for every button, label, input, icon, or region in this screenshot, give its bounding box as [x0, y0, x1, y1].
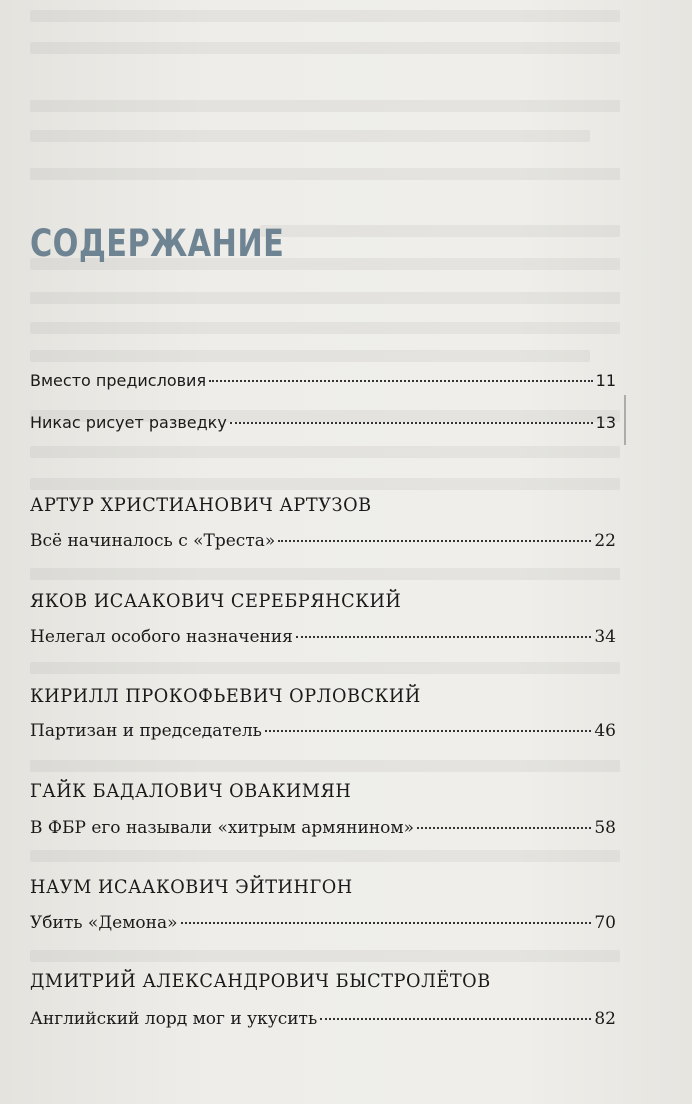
author-heading: ГАЙК БАДАЛОВИЧ ОВАКИМЯН	[30, 780, 352, 802]
chapter-title: Убить «Демона»	[30, 913, 178, 933]
author-heading: КИРИЛЛ ПРОКОФЬЕВИЧ ОРЛОВСКИЙ	[30, 685, 421, 707]
dot-leader	[417, 827, 591, 829]
chapter-title: В ФБР его называли «хитрым армянином»	[30, 818, 415, 838]
dot-leader	[265, 730, 591, 732]
chapter-title: Английский лорд мог и укусить	[30, 1009, 318, 1029]
page-number: 58	[594, 818, 616, 838]
page-number: 70	[594, 913, 616, 933]
toc-entry[interactable]	[30, 626, 616, 648]
page-number: 13	[595, 413, 616, 432]
author-heading: ЯКОВ ИСААКОВИЧ СЕРЕБРЯНСКИЙ	[30, 590, 402, 612]
toc-entry[interactable]	[30, 412, 616, 434]
dot-leader	[296, 636, 591, 638]
toc-entry[interactable]	[30, 530, 616, 552]
toc-entry[interactable]	[30, 912, 616, 934]
toc-entry[interactable]	[30, 370, 616, 392]
author-heading: ДМИТРИЙ АЛЕКСАНДРОВИЧ БЫСТРОЛЁТОВ	[30, 970, 491, 992]
dot-leader	[320, 1018, 591, 1020]
page-title: СОДЕРЖАНИЕ	[30, 222, 285, 265]
dot-leader	[230, 422, 593, 424]
dot-leader	[181, 922, 592, 924]
toc-entry[interactable]	[30, 817, 616, 839]
dot-leader	[278, 540, 591, 542]
toc-entry[interactable]	[30, 720, 616, 742]
chapter-title: Никас рисует разведку	[30, 413, 227, 432]
page-fold-mark	[624, 395, 626, 445]
page-number: 34	[594, 627, 616, 647]
page-number: 82	[594, 1009, 616, 1029]
dot-leader	[209, 380, 593, 382]
page-number: 11	[595, 371, 616, 390]
chapter-title: Вместо предисловия	[30, 371, 207, 390]
chapter-title: Всё начиналось с «Треста»	[30, 531, 276, 551]
author-heading: АРТУР ХРИСТИАНОВИЧ АРТУЗОВ	[30, 494, 372, 516]
author-heading: НАУМ ИСААКОВИЧ ЭЙТИНГОН	[30, 876, 353, 898]
toc-entry[interactable]	[30, 1008, 616, 1030]
chapter-title: Нелегал особого назначения	[30, 627, 293, 647]
page-number: 46	[594, 721, 616, 741]
chapter-title: Партизан и председатель	[30, 721, 262, 741]
page-number: 22	[594, 531, 616, 551]
